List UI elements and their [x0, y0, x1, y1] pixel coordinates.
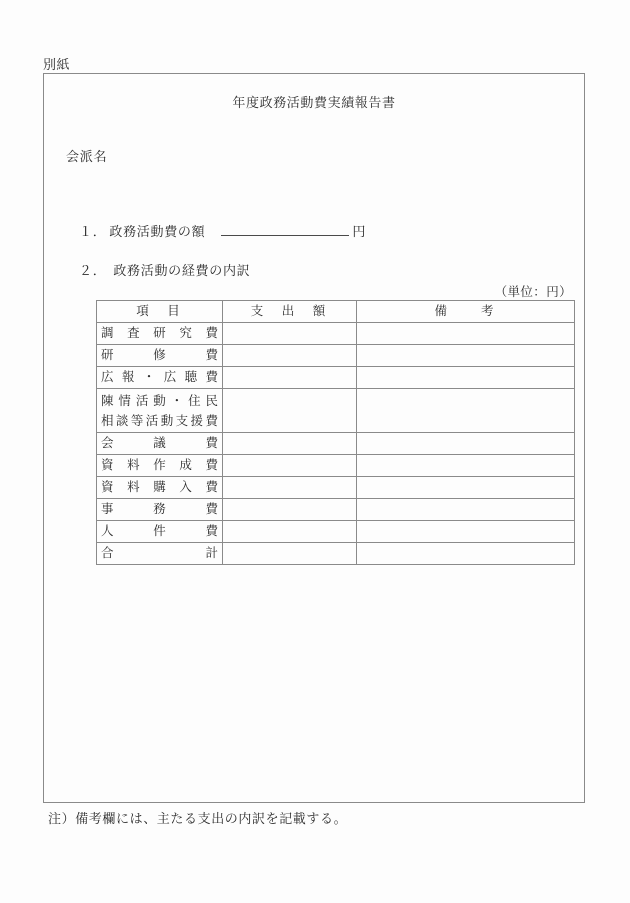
row-item-label: 事務費: [97, 499, 223, 521]
header-note: 備 考: [357, 301, 575, 323]
row-amount-cell[interactable]: [223, 499, 357, 521]
party-name-label: 会派名: [66, 149, 108, 164]
item-1-label: 政務活動費の額: [109, 224, 206, 239]
row-amount-cell[interactable]: [223, 477, 357, 499]
row-note-cell[interactable]: [357, 543, 575, 565]
row-amount-cell[interactable]: [223, 367, 357, 389]
unit-note: （単位：円）: [494, 285, 572, 299]
table-row: [97, 367, 575, 389]
table-row: [97, 323, 575, 345]
row-item-label: 調査研究費: [97, 323, 223, 345]
item-1-row: [79, 222, 366, 241]
item-2-number: ２．: [79, 263, 107, 278]
row-item-label: 資料作成費: [97, 455, 223, 477]
table-row-total: [97, 543, 575, 565]
table-row: [97, 477, 575, 499]
row-item-label: 資料購入費: [97, 477, 223, 499]
table-row: [97, 521, 575, 543]
item-2-row: [79, 262, 250, 280]
row-note-cell[interactable]: [357, 433, 575, 455]
header-item: 項 目: [97, 301, 223, 323]
amount-blank-field[interactable]: [221, 222, 349, 236]
row-note-cell[interactable]: [357, 455, 575, 477]
row-item-label: 広報・広聴費: [97, 367, 223, 389]
row-item-label: 人件費: [97, 521, 223, 543]
row-note-cell[interactable]: [357, 323, 575, 345]
row-note-cell[interactable]: [357, 499, 575, 521]
row-item-label: 会議費: [97, 433, 223, 455]
sheet-label: 別紙: [43, 57, 71, 72]
table-row: [97, 455, 575, 477]
row-item-label: 合計: [97, 543, 223, 565]
row-item-label: 研修費: [97, 345, 223, 367]
row-item-label-line1: 陳情活動・住民: [101, 393, 218, 408]
row-note-cell[interactable]: [357, 477, 575, 499]
row-note-cell[interactable]: [357, 367, 575, 389]
table-row: [97, 345, 575, 367]
row-amount-cell[interactable]: [223, 543, 357, 565]
row-amount-cell[interactable]: [223, 323, 357, 345]
table-row: [97, 499, 575, 521]
row-amount-cell[interactable]: [223, 345, 357, 367]
table-header-row: [97, 301, 575, 323]
item-1-number: １．: [79, 224, 107, 239]
row-note-cell[interactable]: [357, 345, 575, 367]
row-amount-cell[interactable]: [223, 455, 357, 477]
header-amount: 支 出 額: [223, 301, 357, 323]
expense-breakdown-table: [96, 300, 575, 565]
row-amount-cell[interactable]: [223, 433, 357, 455]
table-row: [97, 433, 575, 455]
page-title: 年度政務活動費実績報告書: [232, 95, 396, 110]
row-amount-cell[interactable]: [223, 521, 357, 543]
row-amount-cell[interactable]: [223, 389, 357, 433]
row-note-cell[interactable]: [357, 521, 575, 543]
footer-note: 注）備考欄には、主たる支出の内訳を記載する。: [48, 811, 348, 826]
row-item-label: [97, 389, 223, 433]
table-row: [97, 389, 575, 433]
row-item-label-line2: 相談等活動支援費: [101, 413, 218, 428]
row-note-cell[interactable]: [357, 389, 575, 433]
item-1-unit: 円: [352, 224, 367, 239]
report-form-frame: [43, 73, 585, 803]
item-2-label: 政務活動の経費の内訳: [113, 263, 251, 278]
